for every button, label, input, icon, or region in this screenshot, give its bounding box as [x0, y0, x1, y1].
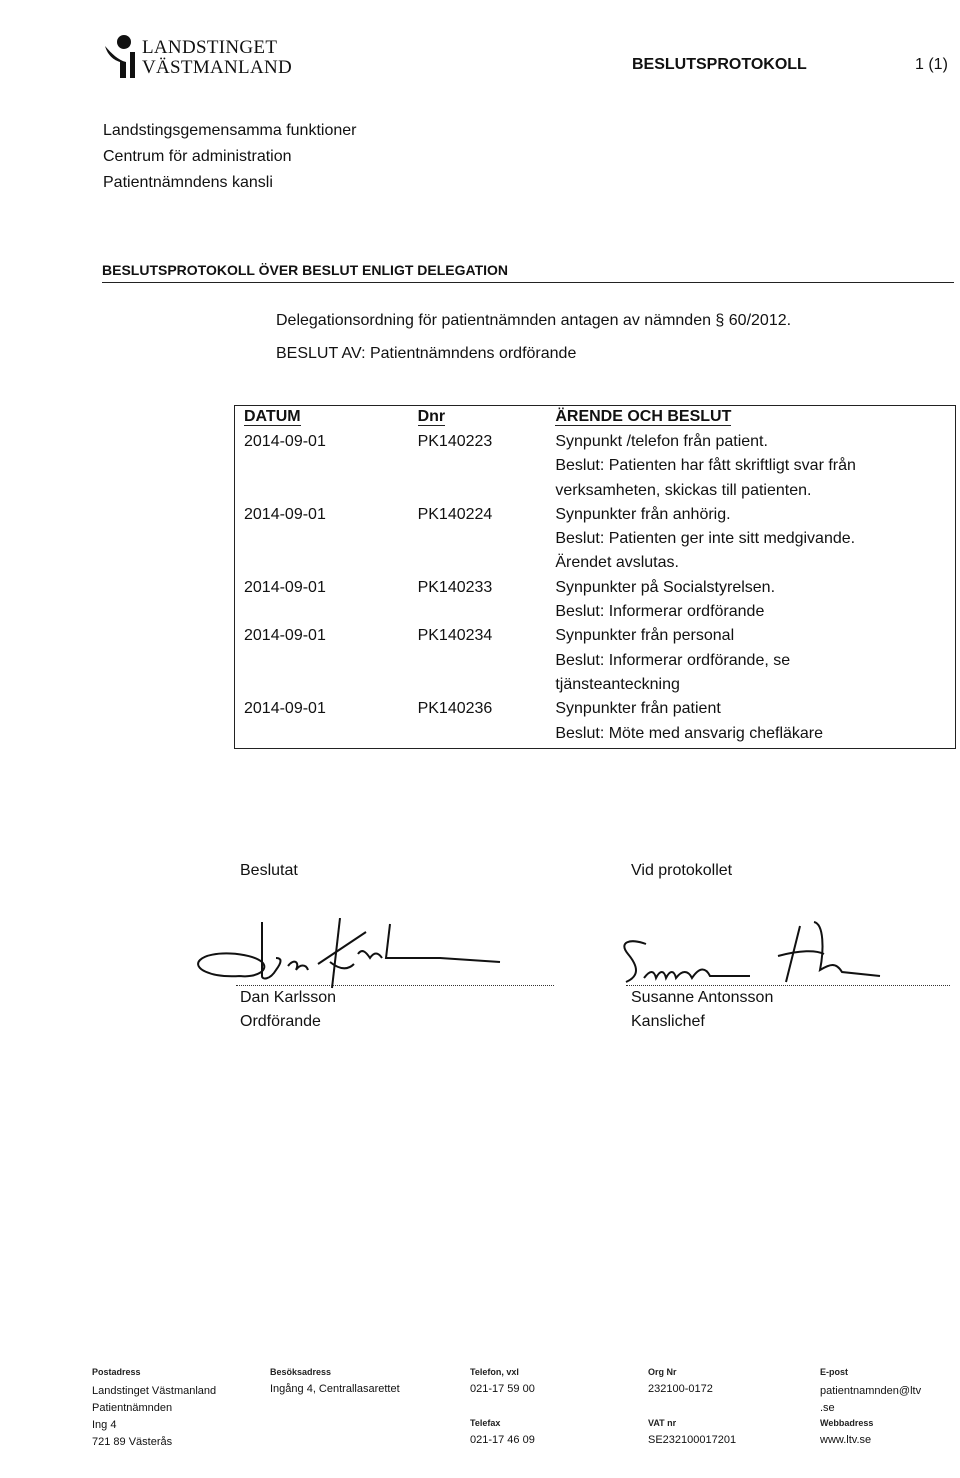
cell-date: 2014-09-01 [244, 433, 326, 450]
cell-matter [555, 697, 955, 746]
footer-value: patientnamnden@ltv [820, 1385, 922, 1397]
footer-label: E-post [820, 1367, 848, 1377]
footer-value: Landstinget Västmanland [92, 1385, 217, 1397]
footer-value: 721 89 Västerås [92, 1436, 173, 1448]
signature-left-label: Beslutat [240, 862, 298, 879]
signature-right-label: Vid protokollet [631, 862, 733, 879]
cell-dnr: PK140224 [417, 505, 493, 523]
signer-left [240, 986, 336, 1034]
cell-dnr: PK140236 [417, 700, 493, 718]
footer-value: www.ltv.se [820, 1434, 872, 1446]
page-number: 1 (1) [915, 56, 948, 73]
footer-label: Postadress [92, 1367, 141, 1377]
matter-line: Beslut: Informerar ordförande [555, 603, 765, 621]
col-header-matter: ÄRENDE OCH BESLUT [555, 408, 732, 425]
footer-label: Webbadress [820, 1418, 874, 1428]
logo-emblem-icon [102, 32, 142, 80]
signature-susanne-antonsson [610, 920, 910, 990]
footer-value: Patientnämnden [92, 1402, 173, 1414]
org-line: Patientnämndens kansli [103, 174, 273, 191]
logo-text [142, 38, 292, 78]
matter-line: Beslut: Patienten har fått skriftligt svar från [555, 457, 856, 475]
cell-date: 2014-09-01 [244, 700, 326, 718]
footer-orgnr [648, 1367, 713, 1395]
signer-right-name: Susanne Antonsson [631, 989, 774, 1006]
table-header-row [235, 406, 955, 430]
cell-matter [555, 576, 955, 625]
logo-line-2: VÄSTMANLAND [142, 57, 293, 78]
document-type: BESLUTSPROTOKOLL [632, 56, 807, 73]
decided-by: BESLUT AV: Patientnämndens ordförande [276, 345, 577, 362]
matter-line: Beslut: Informerar ordförande, se [555, 651, 791, 669]
matter-line: Synpunkter från patient [555, 700, 721, 718]
footer-telefax [470, 1418, 535, 1446]
footer-webb [820, 1418, 873, 1446]
cell-date: 2014-09-01 [244, 578, 326, 596]
table-row [235, 430, 955, 503]
org-line: Centrum för administration [103, 148, 292, 165]
cell-matter [555, 624, 955, 697]
organization-block [103, 118, 356, 196]
cell-matter [555, 430, 955, 503]
org-line: Landstingsgemensamma funktioner [103, 122, 357, 139]
footer-telefon [470, 1367, 535, 1395]
footer-value: SE232100017201 [648, 1434, 737, 1446]
footer-label: VAT nr [648, 1418, 677, 1428]
signer-right-role: Kanslichef [631, 1013, 705, 1030]
matter-line: Beslut: Möte med ansvarig chefläkare [555, 724, 824, 742]
matter-line: Synpunkter från anhörig. [555, 505, 731, 523]
document-title: BESLUTSPROTOKOLL ÖVER BESLUT ENLIGT DELEGATION [102, 262, 954, 283]
decision-table-grid [235, 406, 955, 746]
matter-line: Synpunkter från personal [555, 627, 735, 645]
footer-label: Telefon, vxl [470, 1367, 519, 1377]
matter-line: tjänsteanteckning [555, 675, 680, 693]
footer-vatnr [648, 1418, 736, 1446]
signature-dan-karlsson [190, 918, 530, 990]
table-row [235, 697, 955, 746]
col-header-date: DATUM [244, 408, 301, 425]
footer-value: Ingång 4, Centrallasarettet [270, 1383, 400, 1395]
footer-value: .se [820, 1402, 835, 1414]
cell-date: 2014-09-01 [244, 627, 326, 645]
delegation-text: Delegationsordning för patientnämnden antagen av nämnden § 60/2012. [276, 312, 792, 329]
cell-dnr: PK140234 [417, 627, 493, 645]
table-row [235, 503, 955, 576]
footer-value: Ing 4 [92, 1419, 117, 1431]
logo-line-1: LANDSTINGET [142, 37, 278, 58]
cell-matter [555, 503, 955, 576]
matter-line: Synpunkt /telefon från patient. [555, 433, 768, 450]
footer-value: 021-17 46 09 [470, 1434, 535, 1446]
footer-epost [820, 1367, 921, 1417]
matter-line: Beslut: Patienten ger inte sitt medgivande. [555, 530, 856, 548]
footer-label: Org Nr [648, 1367, 677, 1377]
footer-label: Besöksadress [270, 1367, 332, 1377]
matter-line: verksamheten, skickas till patienten. [555, 481, 812, 499]
footer-value: 021-17 59 00 [470, 1383, 535, 1395]
signer-left-name: Dan Karlsson [240, 989, 337, 1006]
signer-left-role: Ordförande [240, 1013, 321, 1030]
footer-label: Telefax [470, 1418, 501, 1428]
decision-table [234, 405, 956, 749]
footer-value: 232100-0172 [648, 1383, 713, 1395]
matter-line: Ärendet avslutas. [555, 554, 679, 572]
footer-postadress [92, 1367, 216, 1451]
cell-date: 2014-09-01 [244, 505, 326, 523]
cell-dnr: PK140223 [417, 433, 493, 450]
cell-dnr: PK140233 [417, 578, 493, 596]
col-header-dnr: Dnr [417, 408, 446, 425]
signer-right [631, 986, 773, 1034]
table-row [235, 576, 955, 625]
footer-besoksadress [270, 1367, 400, 1395]
matter-line: Synpunkter på Socialstyrelsen. [555, 578, 776, 596]
table-row [235, 624, 955, 697]
